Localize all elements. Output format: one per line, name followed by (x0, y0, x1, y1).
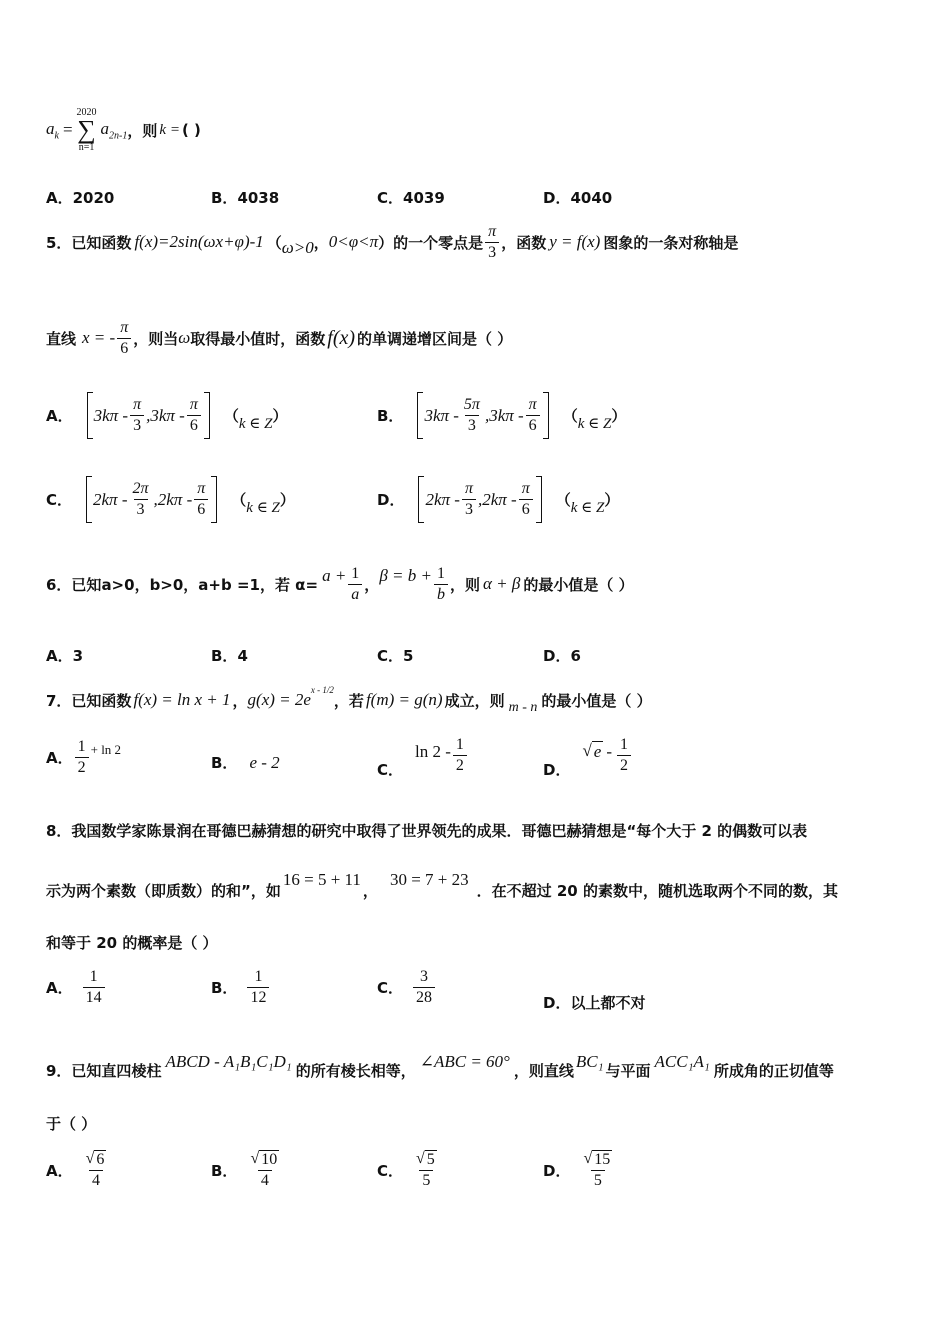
q6-end2: 的最小值是（ ） (523, 575, 634, 594)
q5-option-b-interval: 3kπ - $\frac{5\pi}{3}$ ,3kπ - $\frac{\pi}{6}$ (417, 392, 548, 439)
q6-option-c[interactable]: C． 5 (377, 646, 414, 665)
q7-option-a[interactable]: A． $\frac{1}{2}$ + ln 2 (46, 738, 122, 776)
q7-f: f(x) = ln x + 1 (133, 690, 231, 709)
q5-option-d[interactable]: D． 2kπ - $\frac{\pi}{3}$ ,2kπ - $\frac{\pi}{6}$ （ k ∈ Z ） (377, 476, 619, 523)
q8-line2: 示为两个素数（即质数）的和”，如 16 = 5 + 11 ， 30 = 7 + 23 ．在不超过 20 的素数中，随机选取两个不同的数，其 (46, 870, 838, 900)
k-eq: k = (159, 121, 180, 138)
q5-fx: f(x) (327, 326, 356, 349)
q9-option-a[interactable]: A． √ 6 4 (46, 1150, 105, 1189)
q6-alpha-lhs: a + (322, 566, 347, 585)
q5-option-d-interval: 2kπ - $\frac{\pi}{3}$ ,2kπ - $\frac{\pi}{6}$ (418, 476, 541, 523)
sum-lower: n=1 (78, 142, 95, 153)
q4-option-c[interactable]: C． 4039 (377, 188, 445, 207)
q6-option-a[interactable]: A． 3 (46, 646, 84, 665)
q9-option-c[interactable]: C． √ 5 5 (377, 1150, 435, 1189)
q7-number: 7．已知函数 (46, 691, 132, 710)
q5-option-d-letter: D． (377, 491, 405, 509)
q7-end: 的最小值是（ ） (541, 691, 652, 710)
q4-tail-text: ，则 (127, 121, 158, 140)
q9-option-b[interactable]: B． √ 10 4 (211, 1150, 278, 1189)
q8-line1: 8．我国数学家陈景润在哥德巴赫猜想的研究中取得了世界领先的成果．哥德巴赫猜想是“每个大于 2 的偶数可以表 (46, 822, 808, 840)
q6-option-b[interactable]: B． 4 (211, 646, 248, 665)
q6-beta-frac: $\frac{1}{b}$ (434, 565, 448, 604)
q5-option-b[interactable]: B． 3kπ - $\frac{5\pi}{3}$ ,3kπ - $\frac{\pi}{6}$ （ k ∈ Z ） (377, 392, 626, 439)
q6-number: 6．已知 (46, 575, 102, 594)
q4-paren: ( ) (181, 121, 201, 139)
q7-g-exp: x - 1/2 (310, 685, 334, 695)
q5-zero-frac: $\frac{\pi}{3}$ (485, 223, 499, 262)
q6-end: ，则 (449, 575, 480, 594)
q5-cond-open: （ (266, 233, 282, 252)
q6-alpha-frac: $\frac{1}{a}$ (348, 565, 362, 604)
q9-line: BC₁ (575, 1052, 604, 1071)
q5-option-c-kz: k ∈ Z (246, 500, 280, 516)
q8-option-d[interactable]: D． 以上都不对 (543, 994, 646, 1012)
q4-option-a[interactable]: A． 2020 (46, 188, 115, 207)
q9-stem-line1: 9．已知直四棱柱 ABCD - A₁B₁C₁D₁ 的所有棱长相等， ∠ABC = 60° ，则直线 BC₁ 与平面 ACC₁A₁ 所成角的正切值等 (46, 1052, 834, 1080)
q4-option-d[interactable]: D． 4040 (543, 188, 613, 207)
q5-option-c-interval: 2kπ - $\frac{2\pi}{3}$ ,2kπ - $\frac{\pi}{6}$ (86, 476, 217, 523)
q6-expr: α + β (483, 574, 521, 593)
sum-term: $a_{2n-1}$ (100, 118, 128, 142)
q6-beta-lhs: β = b + (379, 566, 432, 585)
sigma-symbol: ∑ (77, 115, 96, 144)
q5-cond-sep: ， (313, 233, 329, 252)
q9-plane: ACC₁A₁ (654, 1052, 710, 1071)
q5-stem-line2 (46, 312, 512, 364)
q9-stem-line2: 于（ ） (46, 1115, 97, 1133)
q4-stem-tail: $a_k$ = 2020 ∑ n=1 $a_{2n-1}$ ，则 k = ( ) (46, 107, 201, 153)
q5-option-a[interactable]: A． 3kπ - $\frac{\pi}{3}$ ,3kπ - $\frac{\pi}{6}$ （ k ∈ Z ） (46, 392, 288, 439)
q4-option-b[interactable]: B． 4038 (211, 188, 280, 207)
q5-option-a-interval: 3kπ - $\frac{\pi}{3}$ ,3kπ - $\frac{\pi}{6}$ (87, 392, 210, 439)
q5-line2-start: 直线 (46, 329, 77, 348)
q9-option-d[interactable]: D． √ 15 5 (543, 1150, 611, 1189)
q5-line2-mid: ，则当 (133, 329, 179, 348)
q6-option-d[interactable]: D． 6 (543, 646, 581, 665)
q8-option-b[interactable]: B． $\frac{1}{12}$ (211, 968, 271, 1007)
q5-after-zero: ，函数 (501, 233, 547, 252)
q5-function: f(x)=2sin(ωx+φ)-1 (134, 232, 264, 251)
q5-cond2: 0<φ<π (328, 232, 379, 251)
q5-cond1: ω>0 (281, 238, 314, 257)
q5-option-b-kz: k ∈ Z (577, 416, 612, 432)
q7-mn: m - n (508, 700, 538, 715)
q6-condition: a>0，b>0，a+b =1，若 α= (101, 575, 319, 594)
q7-option-d[interactable]: D． √ e - $\frac{1}{2}$ (543, 736, 633, 775)
q5-stem-line1 (46, 222, 738, 262)
q5-option-a-letter: A． (46, 407, 73, 425)
q5-option-b-letter: B． (377, 407, 404, 425)
sqrt-e: √ e (582, 741, 602, 761)
q9-angle: ∠ABC = 60° (419, 1052, 510, 1071)
q5-axis-lhs: x = - (82, 328, 116, 347)
q7-cond: f(m) = g(n) (365, 690, 443, 709)
q5-line2-mid2: 取得最小值时，函数 (190, 329, 326, 348)
q5-option-c[interactable]: C． 2kπ - $\frac{2\pi}{3}$ ,2kπ - $\frac{\pi}{6}$ （ k ∈ Z ） (46, 476, 295, 523)
q7-option-c[interactable]: C． ln 2 - $\frac{1}{2}$ (377, 736, 469, 775)
q8-option-a[interactable]: A． $\frac{1}{14}$ (46, 968, 107, 1007)
q8-eq1: 16 = 5 + 11 (282, 870, 361, 889)
q5-option-c-letter: C． (46, 491, 73, 509)
q5-option-a-kz: k ∈ Z (238, 416, 273, 432)
q8-line3: 和等于 20 的概率是（ ） (46, 934, 218, 952)
q5-cond-close: ）的一个零点是 (378, 233, 484, 252)
q5-omega: ω (178, 328, 191, 347)
q9-prism: ABCD - A₁B₁C₁D₁ (165, 1052, 292, 1071)
sum-upper: 2020 (76, 107, 97, 118)
q5-line2-end: 的单调递增区间是（ ） (357, 329, 513, 348)
q8-option-c[interactable]: C． $\frac{3}{28}$ (377, 968, 437, 1007)
q7-stem: 7．已知函数 f(x) = ln x + 1 ， g(x) = 2e $^{x - 1/2}$ ，若 f(m) = g(n) 成立，则 m - n 的最小值是（ ） (46, 685, 652, 715)
q5-axis-frac: $\frac{\pi}{6}$ (117, 319, 131, 358)
q5-yfx: y = f(x) (549, 232, 601, 251)
q8-eq2: 30 = 7 + 23 (389, 870, 469, 889)
a-k: $a_k$ (46, 118, 59, 142)
q5-line1-end: 图象的一条对称轴是 (603, 233, 739, 252)
q7-option-b[interactable]: B． e - 2 (211, 752, 280, 772)
q7-g: g(x) = 2e (247, 690, 311, 709)
q6-stem: 6．已知 a>0，b>0，a+b =1，若 α= a + $\frac{1}{a}$ ， β = b + $\frac{1}{b}$ ，则 α + β 的最小值是（ ） (46, 564, 634, 603)
q5-number: 5．已知函数 (46, 233, 132, 252)
q5-option-d-kz: k ∈ Z (570, 500, 605, 516)
